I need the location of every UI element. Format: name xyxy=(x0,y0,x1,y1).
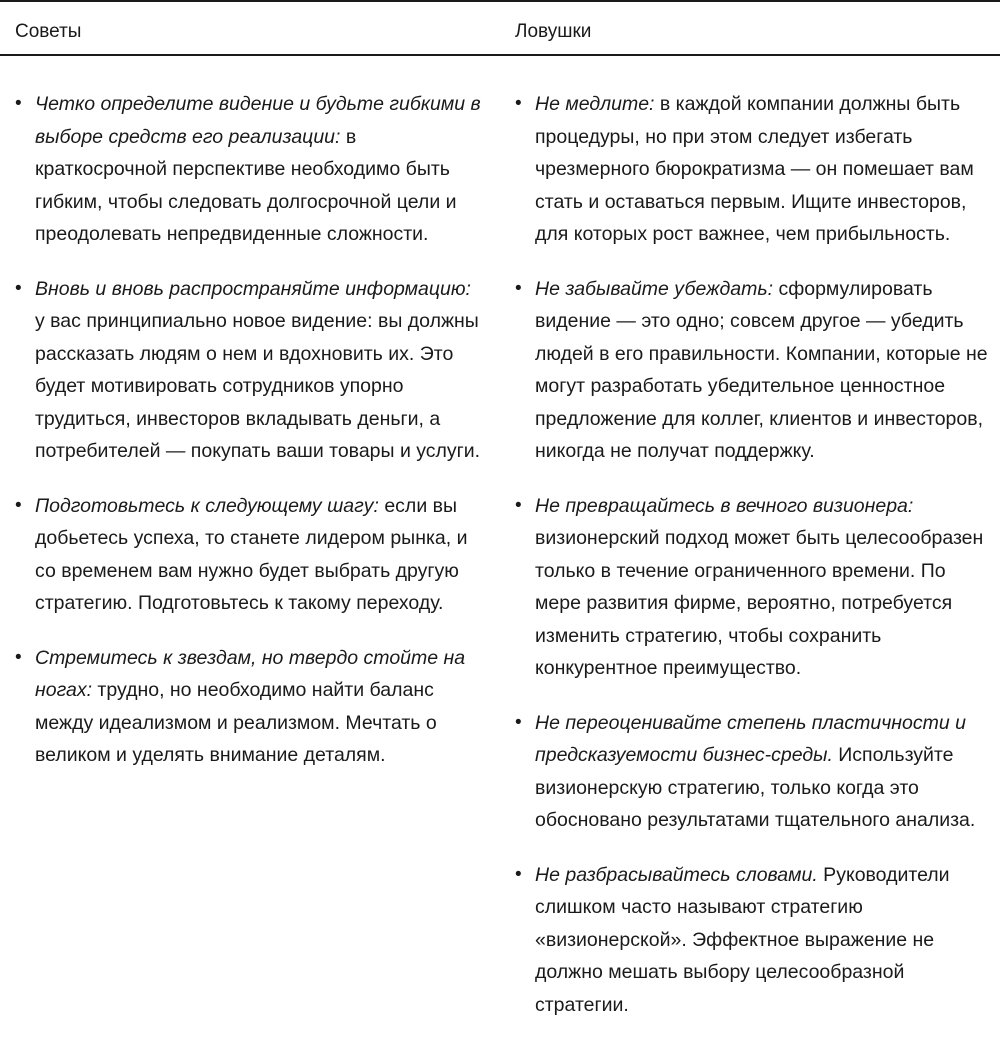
tip-lead: Подготовьтесь к следующему шагу: xyxy=(35,494,379,517)
trap-item xyxy=(515,273,990,468)
bullet-icon: • xyxy=(15,93,22,114)
tip-text: если вы добьетесь успеха, то станете лидером рынка, и со временем вам нужно будет выбрать другую стратегию. Подготовьтесь к такому переходу. xyxy=(35,494,468,614)
bullet-icon: • xyxy=(15,646,22,668)
trap-lead: Не превращайтесь в вечного визионера: xyxy=(535,494,914,517)
trap-item xyxy=(515,707,990,837)
trap-item xyxy=(515,859,990,1022)
trap-lead: Не разбрасывайтесь словами. xyxy=(535,863,818,886)
tip-lead: Четко определите видение и будьте гибкими в выборе средств его реализации: xyxy=(35,93,481,148)
tip-item xyxy=(15,642,483,772)
tips-column-title: Советы xyxy=(15,21,82,42)
traps-list xyxy=(515,88,990,1021)
tips-list xyxy=(15,88,483,772)
tip-item xyxy=(15,88,483,251)
trap-lead: Не забывайте убеждать: xyxy=(535,277,774,300)
bullet-icon: • xyxy=(515,494,522,516)
traps-column xyxy=(515,88,990,1043)
traps-column-title: Ловушки xyxy=(515,21,592,42)
bullet-icon: • xyxy=(515,93,522,114)
trap-item xyxy=(515,88,990,251)
trap-text: сформулировать видение — это одно; совсем другое — убедить людей в его правильности. Компании, которые не могут разработать убедительное ценностное предложение для коллег, клиентов и инвесторов, никогда не получат поддержку. xyxy=(535,277,988,462)
tip-lead: Стремитесь к звездам, но твердо стойте на ногах: xyxy=(35,646,466,701)
tip-item xyxy=(15,273,483,468)
tip-item xyxy=(15,490,483,620)
bullet-icon: • xyxy=(15,494,22,516)
trap-item xyxy=(515,490,990,685)
trap-text: Используйте визионерскую стратегию, только когда это обосновано результатами тщательного анализа. xyxy=(535,744,976,831)
tip-text: в краткосрочной перспективе необходимо быть гибким, чтобы следовать долгосрочной цели и преодолевать непредвиденные сложности. xyxy=(35,125,457,245)
top-rule xyxy=(0,0,1000,2)
bullet-icon: • xyxy=(515,277,522,299)
tip-lead: Вновь и вновь распространяйте информацию: xyxy=(35,277,471,300)
bullet-icon: • xyxy=(515,863,522,885)
trap-text: визионерский подход может быть целесообразен только в течение ограниченного времени. По мере развития фирме, вероятно, потребуется изменить стратегию, чтобы сохранить конкурентное преимущество. xyxy=(535,527,984,679)
bullet-icon: • xyxy=(515,711,522,733)
trap-text: Руководители слишком часто называют стратегию «визионерской». Эффектное выражение не должно мешать выбору целесообразной стратегии. xyxy=(535,863,950,1016)
trap-lead: Не переоценивайте степень пластичности и предсказуемости бизнес-среды. xyxy=(535,711,966,766)
trap-lead: Не медлите: xyxy=(535,93,655,115)
header-rule xyxy=(0,54,1000,56)
tip-text: у вас принципиально новое видение: вы должны рассказать людям о нем и вдохновить их. Это будет мотивировать сотрудников упорно трудиться, инвесторов вкладывать деньги, а потребителей — покупать ваши товары и услуги. xyxy=(35,310,481,462)
tip-text: трудно, но необходимо найти баланс между идеализмом и реализмом. Мечтать о великом и уделять внимание деталям. xyxy=(35,679,437,766)
bullet-icon: • xyxy=(15,277,22,299)
trap-text: в каждой компании должны быть процедуры, но при этом следует избегать чрезмерного бюрократизма — он помешает вам стать и оставаться первым. Ищите инвесторов, для которых рост важнее, чем прибыльность. xyxy=(535,93,974,245)
tips-column xyxy=(15,88,483,794)
